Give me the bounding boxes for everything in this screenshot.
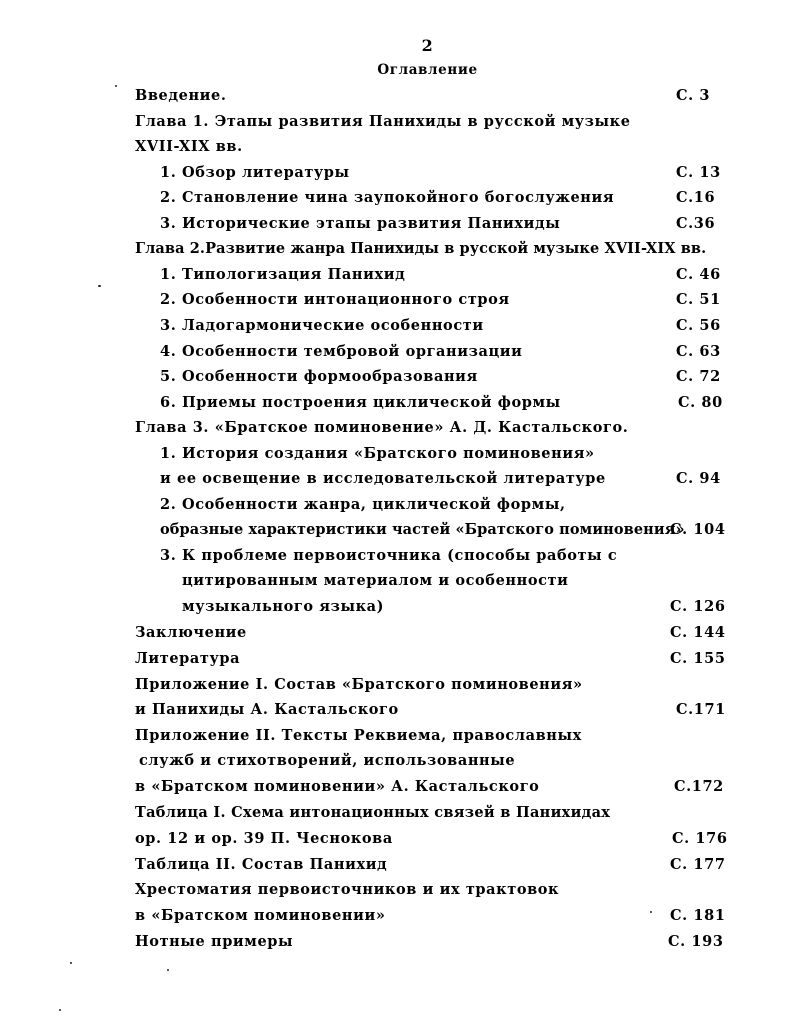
toc-entry: 4. Особенности тембровой организации [160, 343, 523, 360]
toc-page-ref: С. 193 [668, 933, 724, 950]
toc-page-ref: С. 144 [670, 624, 726, 641]
scan-speck [98, 285, 101, 287]
toc-entry: цитированным материалом и особенности [182, 572, 569, 589]
scan-speck [59, 1009, 61, 1011]
toc-page-ref: С. 46 [676, 266, 721, 283]
toc-entry: Заключение [135, 624, 247, 641]
toc-page-ref: С. 181 [670, 907, 726, 924]
toc-page-ref: С. 13 [676, 164, 721, 181]
toc-entry: 3. Исторические этапы развития Панихиды [160, 215, 561, 232]
toc-entry: Приложение I. Состав «Братского поминовения» [135, 676, 583, 693]
toc-entry: Приложение II. Тексты Реквиема, православных [135, 727, 582, 744]
toc-page-ref: С.172 [674, 778, 724, 795]
toc-entry: и ее освещение в исследовательской литературе [160, 470, 606, 487]
scan-speck [167, 969, 169, 971]
toc-entry: 2. Особенности интонационного строя [160, 291, 510, 308]
toc-page-ref: С. 56 [676, 317, 721, 334]
toc-entry: в «Братском поминовении» А. Кастальского [135, 778, 540, 795]
toc-entry: ор. 12 и ор. 39 П. Чеснокова [135, 830, 393, 847]
toc-entry: образные характеристики частей «Братского поминовения» [160, 521, 685, 538]
toc-page-ref: С. 94 [676, 470, 721, 487]
page-number: 2 [421, 36, 434, 55]
toc-page-ref: С. 177 [670, 856, 726, 873]
toc-entry: 1. Обзор литературы [160, 164, 350, 181]
toc-entry: 2. Становление чина заупокойного богослужения [160, 189, 615, 206]
toc-page-ref: С.36 [676, 215, 716, 232]
toc-entry: 3. К проблеме первоисточника (способы работы с [160, 547, 618, 564]
toc-page-ref: С.16 [676, 189, 716, 206]
toc-entry: 1. История создания «Братского поминовения» [160, 445, 595, 462]
toc-entry: Таблица I. Схема интонационных связей в Панихидах [135, 804, 611, 821]
toc-page-ref: С. 3 [676, 87, 711, 104]
toc-entry: Хрестоматия первоисточников и их трактовок [135, 881, 560, 898]
toc-entry: 2. Особенности жанра, циклической формы, [160, 496, 566, 513]
toc-entry: 3. Ладогармонические особенности [160, 317, 484, 334]
scan-speck [70, 962, 72, 964]
toc-entry: музыкального языка) [182, 598, 385, 615]
toc-entry: Введение. [135, 87, 227, 104]
toc-entry: 5. Особенности формообразования [160, 368, 478, 385]
toc-entry: Литература [135, 650, 241, 667]
toc-entry: Нотные примеры [135, 933, 294, 950]
toc-page-ref: С. 104 [670, 521, 726, 538]
toc-page-ref: С. 126 [670, 598, 726, 615]
toc-entry: 6. Приемы построения циклической формы [160, 394, 561, 411]
toc-entry: и Панихиды А. Кастальского [135, 701, 399, 718]
toc-page-ref: С. 51 [676, 291, 721, 308]
toc-entry: Таблица II. Состав Панихид [135, 856, 388, 873]
toc-entry: XVII-XIX вв. [135, 138, 243, 155]
toc-page-ref: С. 176 [672, 830, 728, 847]
scan-speck [115, 85, 117, 87]
toc-page-ref: С.171 [676, 701, 726, 718]
scan-speck [650, 911, 652, 913]
toc-entry: служб и стихотворений, использованные [139, 752, 516, 769]
toc-page-ref: С. 63 [676, 343, 721, 360]
page-title: Оглавление [377, 62, 478, 78]
toc-entry: 1. Типологизация Панихид [160, 266, 406, 283]
toc-entry: Глава 3. «Братское поминовение» А. Д. Кастальского. [135, 419, 629, 436]
toc-page-ref: С. 155 [670, 650, 726, 667]
toc-entry: Глава 1. Этапы развития Панихиды в русской музыке [135, 113, 631, 130]
toc-entry: в «Братском поминовении» [135, 907, 386, 924]
toc-page-ref: С. 80 [678, 394, 723, 411]
toc-page-ref: С. 72 [676, 368, 721, 385]
toc-entry: Глава 2.Развитие жанра Панихиды в русской музыке XVII-XIX вв. [135, 240, 707, 257]
